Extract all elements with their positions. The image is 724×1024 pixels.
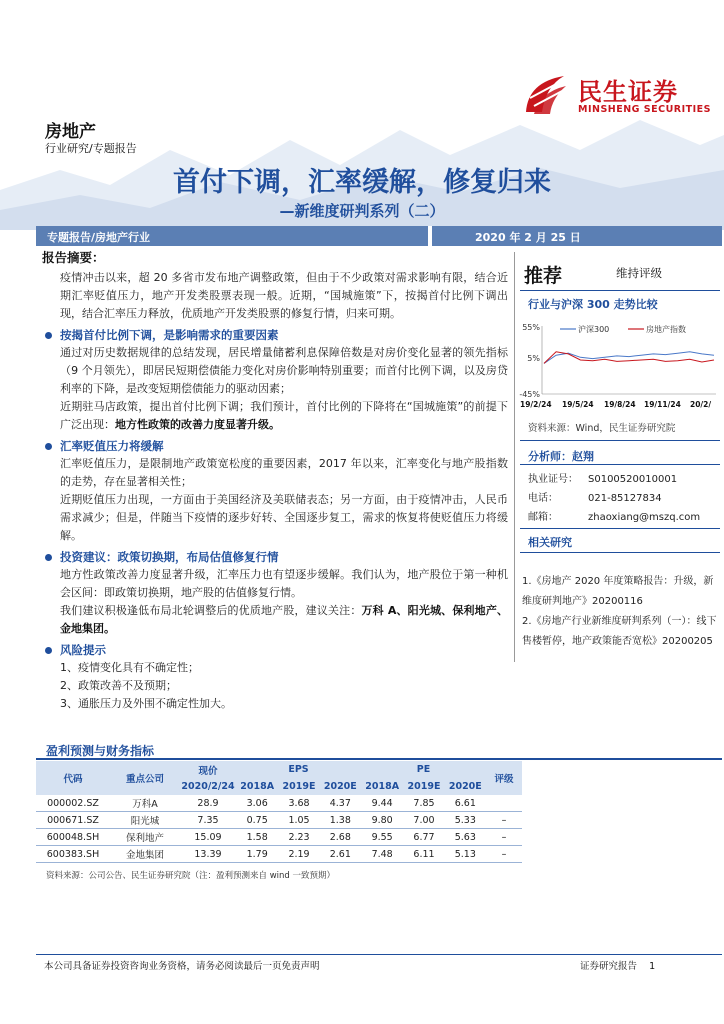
section-title: 按揭首付比例下调，是影响需求的重要因素 — [60, 328, 279, 342]
cell-eps: 1.05 — [278, 812, 319, 829]
footer-disclaimer: 本公司具备证券投资咨询业务资格，请务必阅读最后一页免责声明 — [44, 961, 320, 972]
y-tick-label: -45% — [519, 390, 540, 399]
section-paragraph — [42, 602, 508, 638]
x-tick-label: 19/11/24 — [644, 400, 681, 409]
cell-rating: – — [486, 812, 522, 829]
cell-price: 13.39 — [180, 846, 236, 863]
cell-pe: 9.44 — [361, 795, 403, 812]
risk-item: 1、疫情变化具有不确定性； — [60, 661, 199, 674]
section-paragraph: 汇率贬值压力，是限制地产政策宽松度的重要因素，2017 年以来，汇率变化与地产股指数的走势，存在显著相关性； — [60, 457, 508, 488]
chart-source: 资料来源：Wind，民生证券研究院 — [528, 423, 676, 434]
section-title: 风险提示 — [60, 643, 106, 657]
cell-code: 600383.SH — [36, 846, 110, 863]
col-year: 2019E — [278, 778, 319, 795]
cell-rating: – — [486, 846, 522, 863]
col-price-date: 2020/2/24 — [180, 778, 236, 795]
divider — [520, 440, 720, 441]
cell-pe: 5.63 — [445, 829, 486, 846]
section-heading — [42, 437, 508, 455]
related-title: 相关研究 — [528, 536, 572, 549]
email-value[interactable]: zhaoxiang@mszq.com — [588, 512, 701, 523]
cell-eps: 3.68 — [278, 795, 319, 812]
section-paragraph: 通过对历史数据规律的总结发现，居民增量储蓄利息保障倍数是对房价变化显著的领先指标（9 个月领先），即居民短期偿债能力变化对房价影响特别重要；而首付比例下调，以及房贷利率的下降，是改变短期偿债能力的驱动因素； — [60, 346, 508, 395]
cell-eps: 2.68 — [320, 829, 361, 846]
cell-eps: 1.79 — [236, 846, 278, 863]
cell-pe: 5.13 — [445, 846, 486, 863]
bullet-icon — [45, 332, 52, 339]
cell-eps: 4.37 — [320, 795, 361, 812]
financial-table — [36, 761, 522, 863]
cell-code: 600048.SH — [36, 829, 110, 846]
col-pe: PE — [361, 761, 486, 778]
col-code: 代码 — [36, 761, 110, 795]
section-title: 投资建议：政策切换期，布局估值修复行情 — [60, 550, 279, 564]
divider — [520, 528, 720, 529]
table-row — [36, 795, 522, 812]
brand-name-cn: 民生证券 — [578, 78, 678, 106]
section-heading — [42, 641, 508, 659]
bullet-icon — [45, 647, 52, 654]
legend-label: 房地产指数 — [646, 325, 686, 334]
legend-label: 沪深300 — [578, 325, 610, 334]
section-heading — [42, 548, 508, 566]
cell-name: 金地集团 — [110, 846, 180, 863]
analyst-email — [528, 508, 700, 523]
cell-code: 000671.SZ — [36, 812, 110, 829]
col-year: 2020E — [445, 778, 486, 795]
cell-pe: 7.00 — [403, 812, 444, 829]
y-tick-label: 5% — [527, 354, 540, 363]
rating: 维持评级 — [616, 266, 662, 280]
col-year: 2018A — [361, 778, 403, 795]
minsheng-logo-icon — [520, 68, 572, 120]
section-title: 汇率贬值压力将缓解 — [60, 439, 164, 453]
section-bold-tail: 地方性政策的改善力度显著升级。 — [115, 418, 280, 431]
report-title: 首付下调，汇率缓解，修复归来 — [173, 167, 551, 198]
cell-rating — [486, 795, 522, 812]
cell-pe: 6.61 — [445, 795, 486, 812]
related-list — [522, 572, 720, 652]
divider — [520, 464, 720, 465]
abstract-intro: 疫情冲击以来，超 20 多省市发布地产调整政策，但由于不少政策对需求影响有限，结合近期汇率贬值压力，地产开发类股票表现一般。近期，“国城施策”下，按揭首付比例下调出现，结合汇率压力释放，优质地产开发类股票的修复行情，归来可期。 — [60, 271, 508, 320]
cell-eps: 2.19 — [278, 846, 319, 863]
table-row — [36, 812, 522, 829]
footer-report-label: 证券研究报告 — [580, 961, 638, 972]
cell-pe: 6.77 — [403, 829, 444, 846]
cell-price: 7.35 — [180, 812, 236, 829]
cell-price: 28.9 — [180, 795, 236, 812]
col-rating: 评级 — [486, 761, 522, 795]
x-tick-label: 19/5/24 — [562, 400, 594, 409]
col-year: 2019E — [403, 778, 444, 795]
abstract — [42, 249, 508, 713]
abstract-heading: 报告摘要： — [42, 250, 105, 265]
y-tick-label: 55% — [522, 323, 540, 332]
cell-pe: 9.55 — [361, 829, 403, 846]
divider — [520, 552, 720, 553]
col-eps: EPS — [236, 761, 361, 778]
x-tick-label: 19/2/24 — [520, 400, 552, 409]
table-note: 资料来源：公司公告、民生证券研究院（注：盈利预测来自 wind 一致预期） — [46, 871, 336, 881]
table-row — [36, 846, 522, 863]
report-type: 行业研究/专题报告 — [45, 142, 137, 155]
cell-price: 15.09 — [180, 829, 236, 846]
risk-item: 2、政策改善不及预期； — [60, 679, 177, 692]
recommended-stocks: 万科 A、阳光城、保利地产、金地集团。 — [60, 604, 509, 635]
cert-value: S0100520010001 — [588, 474, 678, 485]
related-item[interactable]: 1.《房地产 2020 年度策略报告：升级，新维度研判地产》20200116 — [522, 576, 714, 607]
report-category: 专题报告/房地产行业 — [47, 231, 151, 244]
col-price: 现价 — [180, 761, 236, 778]
cell-pe: 7.48 — [361, 846, 403, 863]
cell-pe: 7.85 — [403, 795, 444, 812]
phone-value: 021-85127834 — [588, 493, 662, 504]
cell-eps: 2.23 — [278, 829, 319, 846]
table-row — [36, 829, 522, 846]
section-paragraph — [42, 398, 508, 434]
cell-eps: 1.38 — [320, 812, 361, 829]
chart-title: 行业与沪深 300 走势比较 — [528, 298, 658, 311]
email-label: 邮箱： — [528, 512, 558, 523]
cell-name: 万科A — [110, 795, 180, 812]
recommendation: 推荐 — [524, 265, 563, 287]
analyst-phone — [528, 489, 662, 504]
table-title: 盈利预测与财务指标 — [46, 744, 155, 758]
cell-pe: 9.80 — [361, 812, 403, 829]
brand-name-en: MINSHENG SECURITIES — [578, 104, 711, 115]
col-company: 重点公司 — [110, 761, 180, 795]
phone-label: 电话： — [528, 493, 558, 504]
report-date: 2020 年 2 月 25 日 — [475, 231, 581, 244]
bullet-icon — [45, 443, 52, 450]
section-paragraph-text: 近期驻马店政策，提出首付比例下调；我们预计，首付比例的下降将在“国城施策”的前提下广泛出现： — [60, 400, 508, 431]
x-tick-label: 19/8/24 — [604, 400, 636, 409]
cell-eps: 2.61 — [320, 846, 361, 863]
section-paragraph: 地方性政策改善力度显著升级，汇率压力也有望逐步缓解。我们认为，地产股位于第一种机会区间：即政策切换期，地产股的估值修复行情。 — [60, 568, 508, 599]
related-item[interactable]: 2.《房地产行业新维度研判系列（一）：线下售楼暂停，地产政策能否宽松》20200205 — [522, 616, 717, 647]
section-paragraph-text: 我们建议积极逢低布局北轮调整后的优质地产股，建议关注： — [60, 604, 362, 617]
risk-item: 3、通胀压力及外围不确定性加大。 — [60, 697, 232, 710]
info-bar-separator — [428, 226, 432, 246]
industry-label: 房地产 — [45, 122, 96, 142]
cell-rating: – — [486, 829, 522, 846]
trend-chart — [518, 318, 718, 414]
table-rule — [36, 758, 722, 760]
col-year: 2020E — [320, 778, 361, 795]
analyst-title: 分析师：赵翔 — [528, 450, 594, 463]
cell-eps: 0.75 — [236, 812, 278, 829]
column-divider — [514, 252, 515, 662]
series-line-hs300 — [544, 352, 714, 364]
x-tick-label: 20/2/ — [690, 400, 712, 409]
bullet-icon — [45, 554, 52, 561]
divider — [520, 290, 720, 291]
analyst-cert — [528, 470, 677, 485]
page-number: 1 — [649, 961, 656, 972]
cell-eps: 1.58 — [236, 829, 278, 846]
col-year: 2018A — [236, 778, 278, 795]
cell-name: 阳光城 — [110, 812, 180, 829]
cert-label: 执业证号： — [528, 474, 578, 485]
footer-label — [580, 958, 655, 972]
cell-name: 保利地产 — [110, 829, 180, 846]
footer-rule — [36, 954, 722, 955]
section-heading — [42, 326, 508, 344]
cell-eps: 3.06 — [236, 795, 278, 812]
cell-code: 000002.SZ — [36, 795, 110, 812]
report-subtitle: —新维度研判系列（二） — [279, 202, 445, 220]
section-paragraph: 近期贬值压力出现，一方面由于美国经济及美联储表态；另一方面，由于疫情冲击，人民币需求减少；但是，伴随当下疫情的逐步好转、全国逐步复工，需求的恢复将使贬值压力将缓解。 — [60, 493, 508, 542]
cell-pe: 6.11 — [403, 846, 444, 863]
cell-pe: 5.33 — [445, 812, 486, 829]
